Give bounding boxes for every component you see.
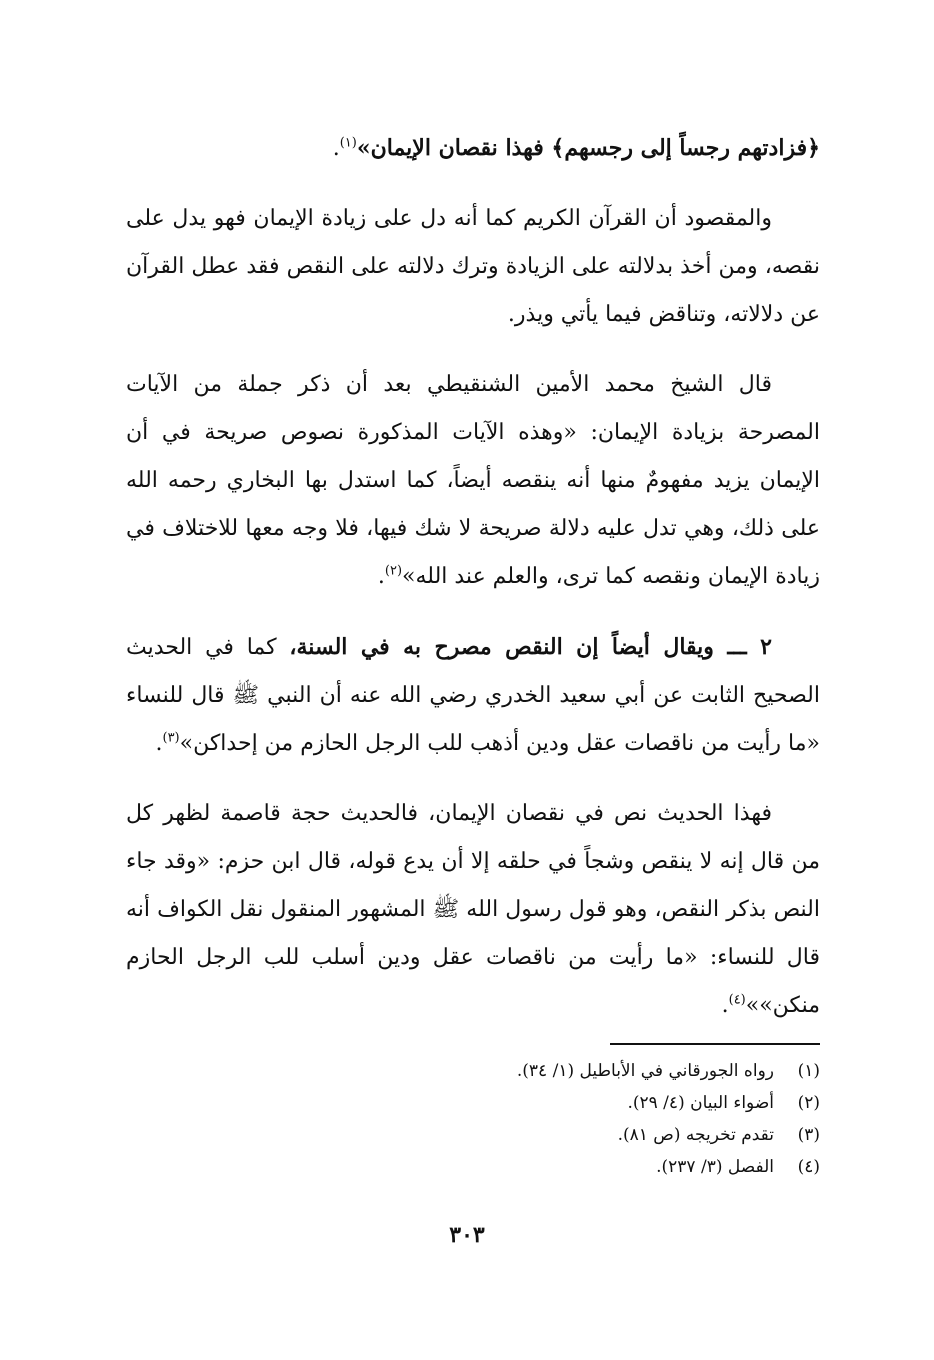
text-segment: .: [332, 136, 340, 161]
text-segment: ﴿فزادتهم رجساً إلى رجسهم﴾ فهذا نقصان الإيمان»: [356, 135, 820, 161]
footnote-number: (٢): [797, 1093, 820, 1113]
text-segment: فهذا الحديث نص في نقصان الإيمان، فالحديث حجة قاصمة لظهر كل من قال إنه لا ينقص وشجاً في حلقه إلا أن يدع قوله، قال ابن حزم: «وقد جاء النص بذكر النقص، وهو قول رسول الله ﷺ المشهور المنقول نقل الكواف أنه قال للنساء: «ما رأيت من ناقصات عقل ودين أسلب للب الرجل الحازم منكن»»: [126, 801, 820, 1018]
footnote-text: الفصل (٣/ ٢٣٧).: [656, 1157, 774, 1177]
paragraph-p1: [126, 124, 820, 173]
footnote-item: [126, 1119, 820, 1151]
footnote-separator: [610, 1043, 820, 1045]
footnote-number: (٣): [797, 1125, 820, 1145]
footnote-text: أضواء البيان (٤/ ٢٩).: [627, 1093, 774, 1113]
paragraph-p4: [126, 623, 820, 768]
footnote-item: [126, 1055, 820, 1087]
text-segment: كما في الحديث الصحيح الثابت عن أبي سعيد الخدري رضي الله عنه أن النبي ﷺ قال للنساء «ما رأيت من ناقصات عقل ودين أذهب للب الرجل الحازم من إحداكن»: [126, 635, 820, 756]
paragraph-p3: [126, 361, 820, 601]
main-text: [126, 124, 820, 1052]
footnote-text: رواه الجورقاني في الأباطيل (١/ ٣٤).: [516, 1061, 774, 1081]
footnote-number: (٤): [797, 1157, 820, 1177]
footnote-marker: (٤): [728, 992, 746, 1008]
footnote-marker: (٢): [384, 563, 403, 579]
text-segment: .: [155, 731, 163, 756]
footnote-marker: (٣): [162, 730, 180, 746]
text-segment: .: [377, 564, 385, 589]
text-segment: والمقصود أن القرآن الكريم كما أنه دل على زيادة الإيمان فهو يدل على نقصه، ومن أخذ بدلالته على الزيادة وترك دلالته على النقص فقد عطل القرآن عن دلالاته، وتناقض فيما يأتي ويذر.: [126, 206, 820, 327]
footnote-marker: (١): [339, 135, 357, 151]
footnote-text: تقدم تخريجه (ص ٨١).: [617, 1125, 774, 1145]
footnote-item: [126, 1087, 820, 1119]
text-segment: ٢ ـــ ويقال أيضاً إن النقص مصرح به في السنة،: [289, 634, 772, 660]
paragraph-p2: [126, 195, 820, 339]
page-number: ٣٠٣: [449, 1222, 485, 1248]
footnote-number: (١): [797, 1061, 820, 1081]
footnotes: [126, 1055, 820, 1183]
text-segment: قال الشيخ محمد الأمين الشنقيطي بعد أن ذكر جملة من الآيات المصرحة بزيادة الإيمان: «وهذه الآيات المذكورة نصوص صريحة في أن الإيمان يزيد مفهومٌ منها أنه ينقصه أيضاً، كما استدل بها البخاري رحمه الله على ذلك، وهي تدل عليه دلالة صريحة لا شك فيها، فلا وجه معها للاختلاف في زيادة الإيمان ونقصه كما ترى، والعلم عند الله»: [126, 372, 820, 589]
text-segment: .: [721, 993, 729, 1018]
footnote-item: [126, 1151, 820, 1183]
paragraph-p5: [126, 790, 820, 1030]
